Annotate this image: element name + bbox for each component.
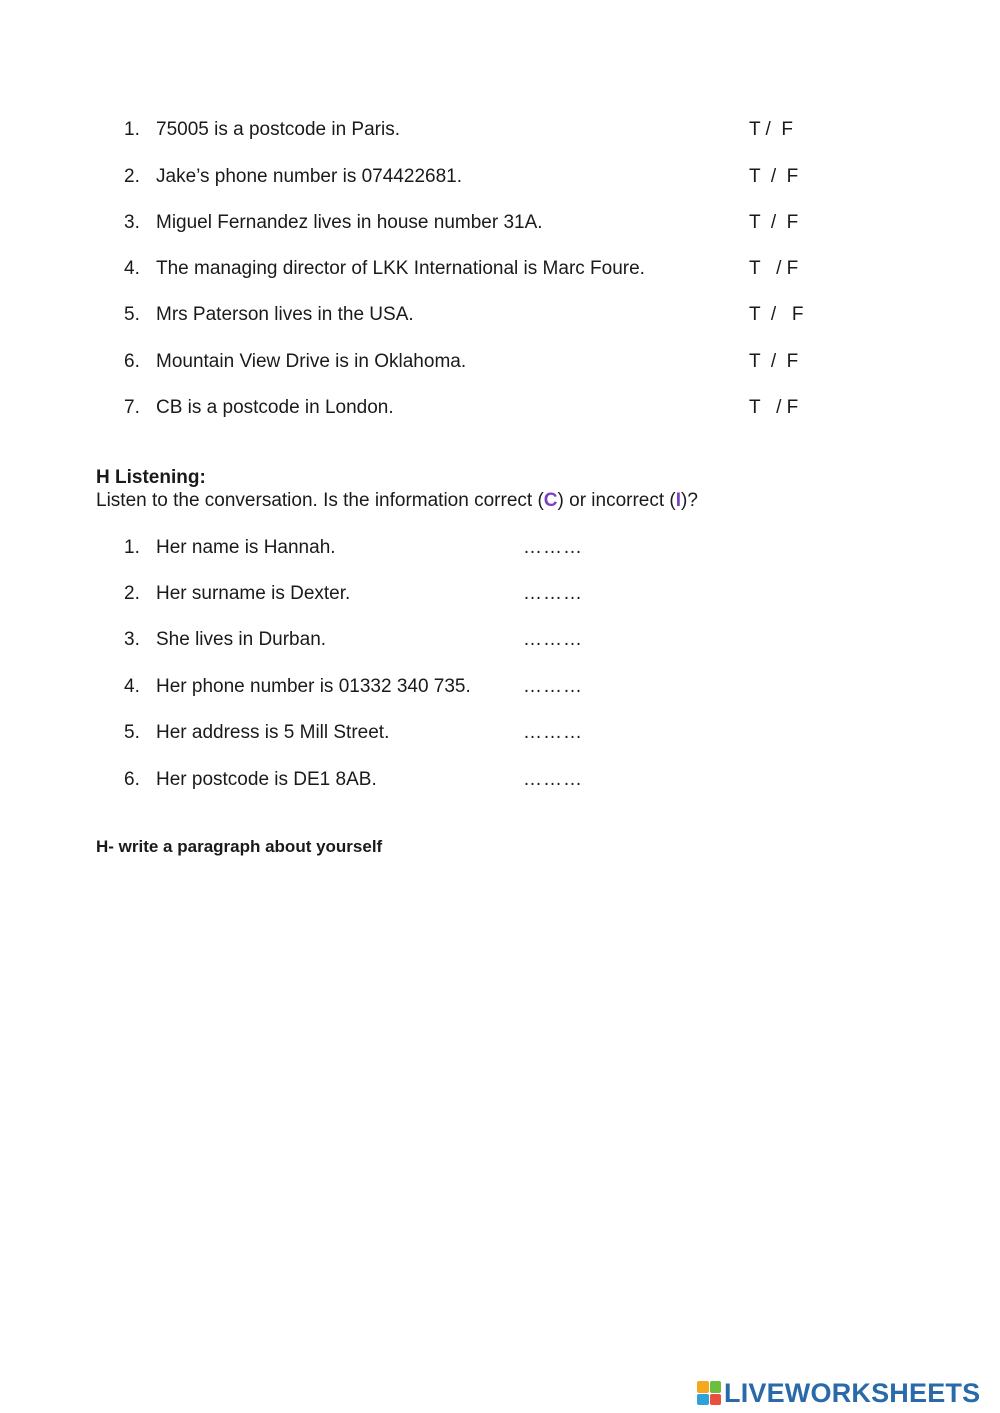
item-number: 1. xyxy=(124,119,140,140)
answer-blank[interactable]: ……… xyxy=(523,583,583,604)
listening-instruction xyxy=(96,490,698,512)
section-heading: H Listening: xyxy=(96,467,206,488)
statement: 75005 is a postcode in Paris. xyxy=(156,119,400,140)
listening-item xyxy=(0,768,1000,792)
item-number: 3. xyxy=(124,629,140,650)
statement: CB is a postcode in London. xyxy=(156,397,394,418)
tf-item xyxy=(0,257,1000,281)
writing-task: H- write a paragraph about yourself xyxy=(96,837,383,856)
statement: Jake’s phone number is 074422681. xyxy=(156,166,462,187)
answer-blank[interactable]: ……… xyxy=(523,769,583,790)
item-number: 6. xyxy=(124,769,140,790)
item-number: 2. xyxy=(124,166,140,187)
statement: She lives in Durban. xyxy=(156,629,327,650)
listening-item xyxy=(0,675,1000,699)
listening-item xyxy=(0,536,1000,560)
instruction-text: ) or incorrect ( xyxy=(557,490,676,511)
item-number: 4. xyxy=(124,676,140,697)
item-number: 5. xyxy=(124,722,140,743)
tf-choice[interactable]: T / F xyxy=(749,166,799,187)
statement: Her phone number is 01332 340 735. xyxy=(156,676,471,697)
statement: Her postcode is DE1 8AB. xyxy=(156,769,377,790)
tf-item xyxy=(0,303,1000,327)
statement: Mrs Paterson lives in the USA. xyxy=(156,304,414,325)
instruction-text: Listen to the conversation. Is the information correct ( xyxy=(96,490,544,511)
item-number: 6. xyxy=(124,351,140,372)
item-number: 3. xyxy=(124,212,140,233)
answer-blank[interactable]: ……… xyxy=(523,722,583,743)
answer-blank[interactable]: ……… xyxy=(523,676,583,697)
instruction-text: )? xyxy=(681,490,698,511)
logo-text: LIVEWORKSHEETS xyxy=(724,1377,981,1408)
tf-item xyxy=(0,118,1000,142)
tf-choice[interactable]: T / F xyxy=(749,212,799,233)
tf-item xyxy=(0,165,1000,189)
item-number: 2. xyxy=(124,583,140,604)
tf-item xyxy=(0,396,1000,420)
incorrect-mark: I xyxy=(675,490,682,511)
answer-blank[interactable]: ……… xyxy=(523,629,583,650)
statement: Mountain View Drive is in Oklahoma. xyxy=(156,351,467,372)
tf-item xyxy=(0,211,1000,235)
liveworksheets-logo xyxy=(697,1378,980,1408)
item-number: 7. xyxy=(124,397,140,418)
listening-item xyxy=(0,628,1000,652)
listening-item xyxy=(0,582,1000,606)
tf-choice[interactable]: T / F xyxy=(749,351,799,372)
statement: Miguel Fernandez lives in house number 31A. xyxy=(156,212,543,233)
liveworksheets-icon xyxy=(697,1381,721,1405)
item-number: 1. xyxy=(124,537,140,558)
statement: Her surname is Dexter. xyxy=(156,583,351,604)
listening-item xyxy=(0,721,1000,745)
answer-blank[interactable]: ……… xyxy=(523,537,583,558)
tf-item xyxy=(0,350,1000,374)
item-number: 4. xyxy=(124,258,140,279)
tf-choice[interactable]: T / F xyxy=(749,258,799,279)
tf-choice[interactable]: T / F xyxy=(749,119,793,140)
tf-choice[interactable]: T / F xyxy=(749,304,804,325)
statement: Her address is 5 Mill Street. xyxy=(156,722,390,743)
item-number: 5. xyxy=(124,304,140,325)
correct-mark: C xyxy=(543,490,558,511)
statement: The managing director of LKK International is Marc Foure. xyxy=(156,258,645,279)
statement: Her name is Hannah. xyxy=(156,537,336,558)
tf-choice[interactable]: T / F xyxy=(749,397,799,418)
